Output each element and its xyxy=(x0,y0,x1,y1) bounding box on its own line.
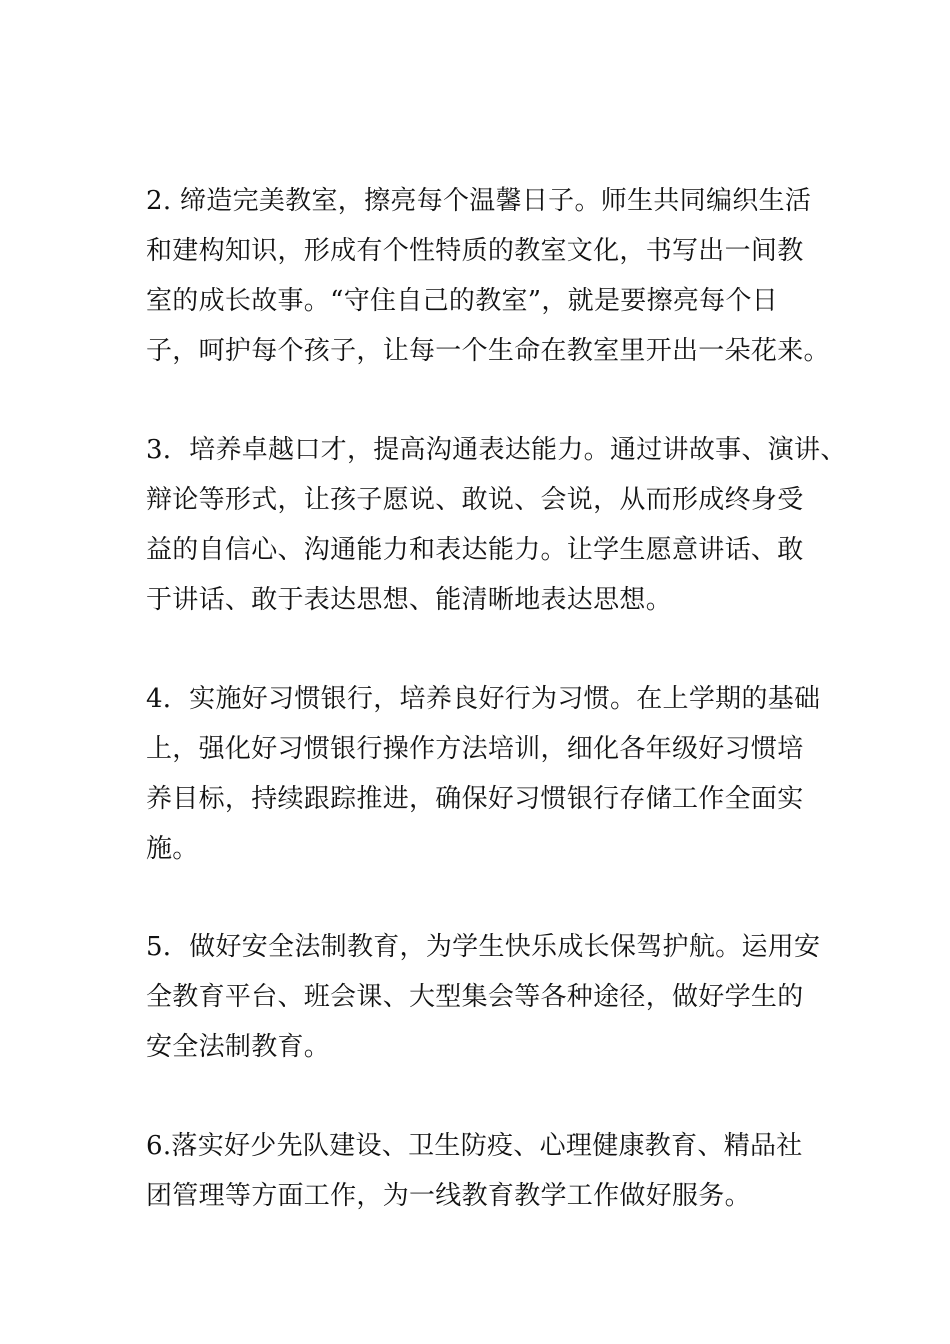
paragraph-line: 5．做好安全法制教育，为学生快乐成长保驾护航。运用安 xyxy=(146,932,821,962)
paragraph-line: 室的成长故事。“守住自己的教室”，就是要擦亮每个日 xyxy=(146,286,779,316)
paragraph-line: 6.落实好少先队建设、卫生防疫、心理健康教育、精品社 xyxy=(146,1131,803,1161)
paragraph-line: 上，强化好习惯银行操作方法培训，细化各年级好习惯培 xyxy=(146,734,804,764)
paragraph-line: 4．实施好习惯银行，培养良好行为习惯。在上学期的基础 xyxy=(146,684,821,714)
paragraph-line: 2. 缔造完美教室，擦亮每个温馨日子。师生共同编织生活 xyxy=(146,186,812,216)
paragraph-line: 团管理等方面工作，为一线教育教学工作做好服务。 xyxy=(146,1181,751,1211)
paragraph-line: 子，呵护每个孩子，让每一个生命在教室里开出一朵花来。 xyxy=(146,336,830,366)
paragraph-line: 养目标，持续跟踪推进，确保好习惯银行存储工作全面实 xyxy=(146,784,804,814)
paragraph-line: 安全法制教育。 xyxy=(146,1032,331,1062)
paragraph-item-5 xyxy=(146,922,821,1072)
paragraph-item-3 xyxy=(146,425,847,625)
paragraph-line: 全教育平台、班会课、大型集会等各种途径，做好学生的 xyxy=(146,982,804,1012)
paragraph-line: 于讲话、敢于表达思想、能清晰地表达思想。 xyxy=(146,585,673,615)
paragraph-item-6 xyxy=(146,1121,818,1221)
paragraph-item-2 xyxy=(146,176,830,376)
paragraph-line: 3．培养卓越口才，提高沟通表达能力。通过讲故事、演讲、 xyxy=(146,435,847,465)
paragraph-line: 辩论等形式，让孩子愿说、敢说、会说，从而形成终身受 xyxy=(146,485,804,515)
paragraph-line: 施。 xyxy=(146,834,199,864)
paragraph-item-4 xyxy=(146,674,821,874)
paragraph-line: 和建构知识，形成有个性特质的教室文化，书写出一间教 xyxy=(146,236,804,266)
paragraph-line: 益的自信心、沟通能力和表达能力。让学生愿意讲话、敢 xyxy=(146,535,804,565)
